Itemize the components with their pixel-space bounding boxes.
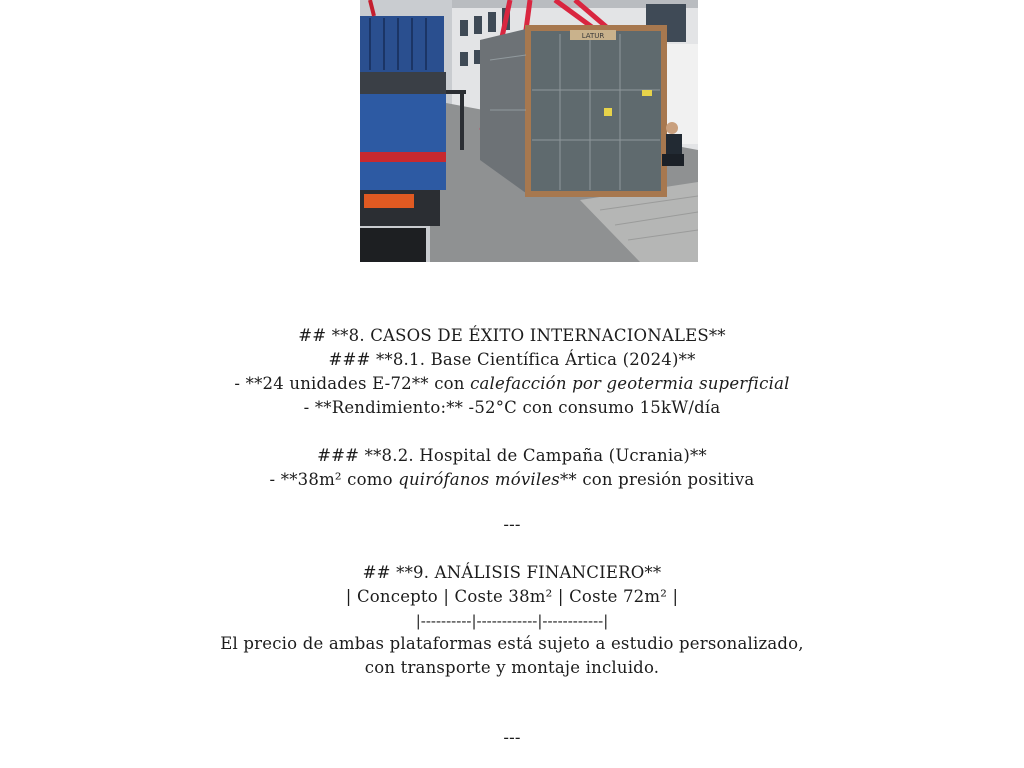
table-header-row: | Concepto | Coste 38m² | Coste 72m² |	[345, 587, 679, 606]
horizontal-rule: ---	[503, 515, 521, 534]
subsection-8-1-heading: ### **8.1. Base Científica Ártica (2024)**	[328, 350, 696, 369]
horizontal-rule: ---	[503, 728, 521, 747]
subsection-8-2-bullet-1	[0, 469, 1024, 491]
table-separator-row: |----------|------------|------------|	[415, 612, 609, 630]
bullet-italic-text: quirófanos móviles	[398, 470, 560, 489]
bullet-1-text: - **24 unidades E-72** con	[234, 374, 465, 393]
module-label: LATUR	[581, 32, 605, 40]
subsection-8-2-heading: ### **8.2. Hospital de Campaña (Ucrania)**	[317, 446, 707, 465]
section-8-heading: ## **8. CASOS DE ÉXITO INTERNACIONALES**	[298, 326, 726, 345]
financial-paragraph-line-1: El precio de ambas plataformas está sujeto a estudio personalizado,	[220, 634, 804, 653]
subsection-8-1-bullet-2: - **Rendimiento:** -52°C con consumo 15kW/día	[303, 398, 721, 417]
subsection-8-1-bullet-1	[0, 373, 1024, 395]
bullet-text-start: - **38m² como	[269, 470, 393, 489]
truck-with-packaged-module-photo	[360, 0, 698, 262]
bullet-text-end: ** con presión positiva	[559, 470, 755, 489]
section-9-heading: ## **9. ANÁLISIS FINANCIERO**	[362, 563, 662, 582]
bullet-1-italic-text: calefacción por geotermia superficial	[470, 374, 790, 393]
financial-paragraph-line-2: con transporte y montaje incluido.	[364, 658, 660, 677]
